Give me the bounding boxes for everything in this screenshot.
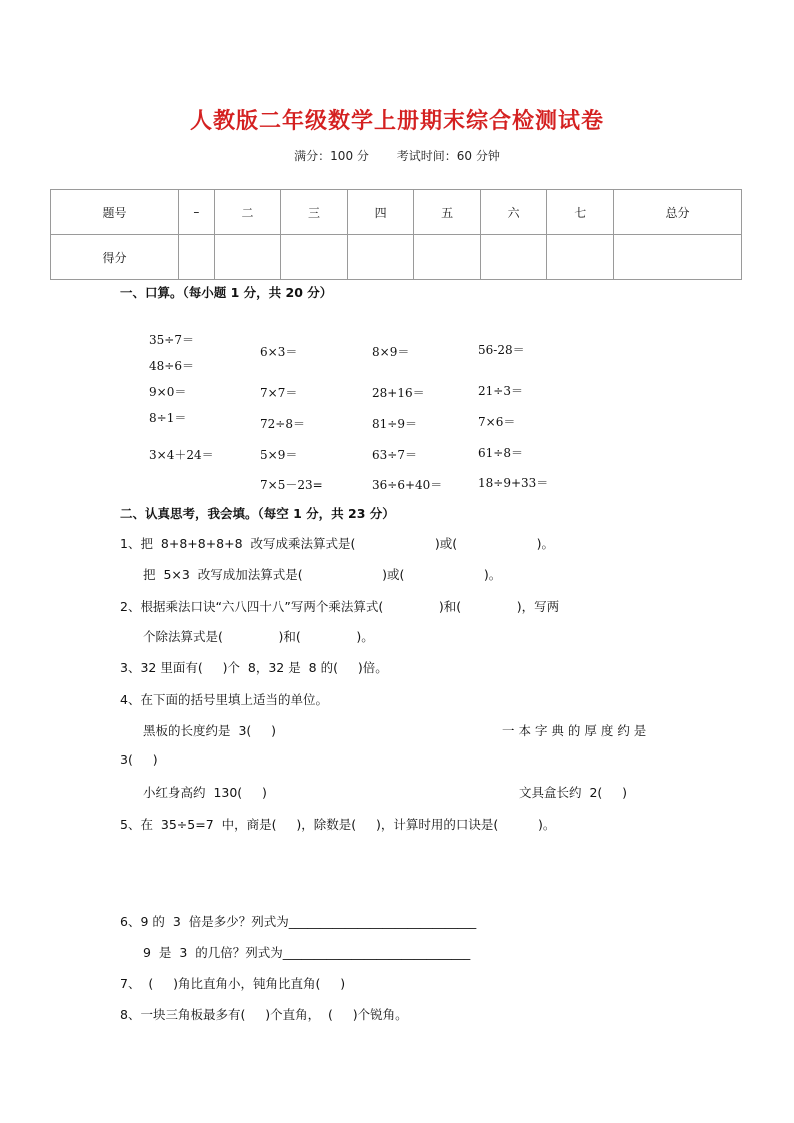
question-line: 黑板的长度约是 3( ) [143,723,277,738]
header-cell: 题号 [51,190,179,235]
calc-item: 36÷6+40＝ [372,478,443,492]
score-cell[interactable] [414,235,481,280]
calc-item: 48÷6＝ [149,359,194,373]
score-cell[interactable] [178,235,214,280]
score-table [50,189,742,280]
question-line: 8、一块三角板最多有( )个直角， ( )个锐角。 [120,1007,408,1022]
score-cell[interactable] [613,235,741,280]
calc-item: 3×4＋24＝ [149,448,214,462]
calc-item: 7×6＝ [478,415,516,429]
question-line: 文具盒长约 2( ) [519,785,628,800]
calc-item: 6×3＝ [260,345,298,359]
page-title: 人教版二年级数学上册期末综合检测试卷 [189,109,604,134]
header-cell: 五 [414,190,481,235]
header-cell: 三 [281,190,348,235]
calc-item: 21÷3＝ [478,384,523,398]
score-cell[interactable] [347,235,414,280]
question-line: 4、在下面的括号里填上适当的单位。 [120,692,328,707]
score-table-header-row [51,190,742,235]
calc-item: 5×9＝ [260,448,298,462]
question-line: 个除法算式是( )和( )。 [143,629,374,644]
calc-item: 7×7＝ [260,386,298,400]
section1-heading: 一、口算。（每小题 1 分，共 20 分） [120,285,333,300]
question-line: 5、在 35÷5=7 中，商是( )，除数是( )，计算时用的口诀是( )。 [120,817,556,832]
header-cell: 二 [214,190,281,235]
header-cell: – [178,190,214,235]
calc-item: 7×5－23= [260,478,323,492]
question-line: 1、把 8+8+8+8+8 改写成乘法算式是( )或( )。 [120,536,554,551]
question-line: 2、根据乘法口诀“六八四十八”写两个乘法算式( )和( )，写两 [120,599,560,614]
question-line: 小红身高约 130( ) [143,785,267,800]
header-cell: 六 [480,190,547,235]
calc-item: 35÷7＝ [149,333,194,347]
question-line: 把 5×3 改写成加法算式是( )或( )。 [143,567,502,582]
calc-item: 61÷8＝ [478,446,523,460]
calc-item: 63÷7＝ [372,448,417,462]
section2-heading: 二、认真思考，我会填。（每空 1 分，共 23 分） [120,506,395,521]
calc-item: 81÷9＝ [372,417,417,431]
score-cell[interactable] [480,235,547,280]
row-label: 得分 [51,235,179,280]
calc-item: 72÷8＝ [260,417,305,431]
exam-time: 考试时间：60 分钟 [396,149,500,163]
question-line: 3、32 里面有( )个 8，32 是 8 的( )倍。 [120,660,388,675]
question-line: 6、9 的 3 倍是多少？列式为______________________________ [120,914,477,929]
score-cell[interactable] [547,235,614,280]
calc-item: 8÷1＝ [149,411,187,425]
header-cell: 总分 [613,190,741,235]
calc-item: 56-28＝ [478,343,525,357]
calc-item: 28+16＝ [372,386,425,400]
full-score: 满分：100 分 [294,149,369,163]
score-table-score-row [51,235,742,280]
question-line: 7、 ( )角比直角小，钝角比直角( ) [120,976,346,991]
calc-item: 18÷9+33＝ [478,476,549,490]
calc-item: 8×9＝ [372,345,410,359]
question-line: 3( ) [120,752,158,767]
question-line: 9 是 3 的几倍？列式为______________________________ [143,945,471,960]
header-cell: 七 [547,190,614,235]
header-cell: 四 [347,190,414,235]
question-line: 一 本 字 典 的 厚 度 约 是 [502,723,647,738]
calc-item: 9×0＝ [149,385,187,399]
score-cell[interactable] [281,235,348,280]
score-cell[interactable] [214,235,281,280]
exam-info [0,147,794,164]
